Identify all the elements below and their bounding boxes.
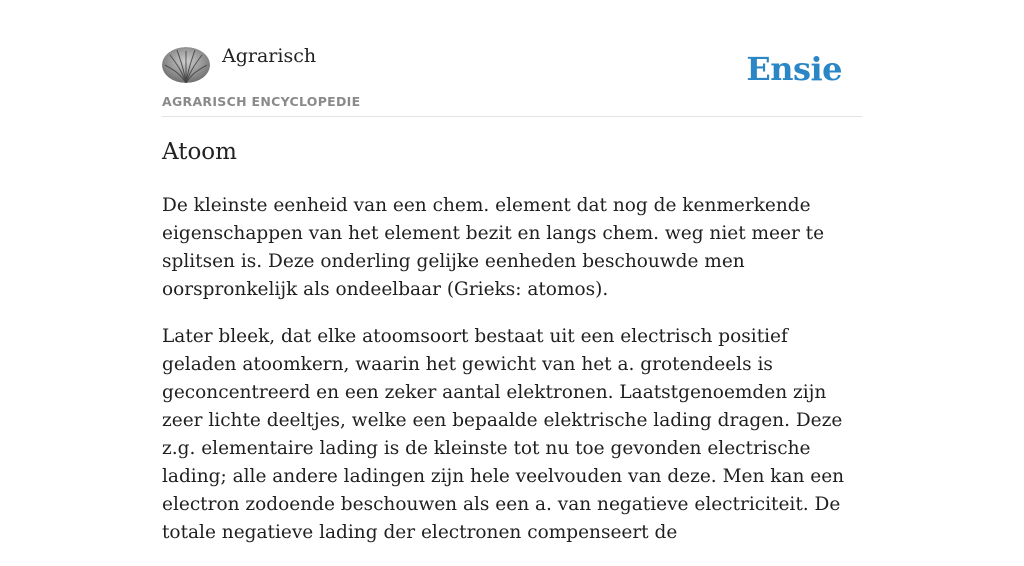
article-paragraph: De kleinste eenheid van een chem. element dat nog de kenmerkende eigenschappen van het element bezit en langs chem. weg niet meer te splitsen is. Deze onderling gelijke eenheden beschouwde men oorspronkelijk als ondeelbaar (Grieks: atomos). — [162, 195, 825, 300]
wheat-logo-icon[interactable] — [162, 47, 210, 83]
header — [162, 0, 862, 117]
ensie-logo-link[interactable]: Ensie — [746, 50, 842, 88]
brand-subtitle: AGRARISCH ENCYCLOPEDIE — [162, 94, 361, 109]
page-container — [162, 0, 862, 543]
article-body — [162, 192, 862, 566]
brand-name[interactable]: Agrarisch — [222, 45, 317, 67]
article-paragraph: Later bleek, dat elke atoomsoort bestaat uit een electrisch positief geladen atoomkern, waarin het gewicht van het a. grotendeels is geconcentreerd en een zeker aantal elektronen. Laatstgenoemden zijn zeer lichte deeltjes, welke een bepaalde elektrische lading dragen. Deze z.g. elementaire lading is de kleinste tot nu toe gevonden electrische lading; alle andere ladingen zijn hele veelvouden van deze. Men kan een electron zodoende beschouwen als een a. van negatieve electriciteit. De totale negatieve lading der electronen compenseert de — [162, 326, 845, 543]
article-title: Atoom — [162, 139, 237, 165]
